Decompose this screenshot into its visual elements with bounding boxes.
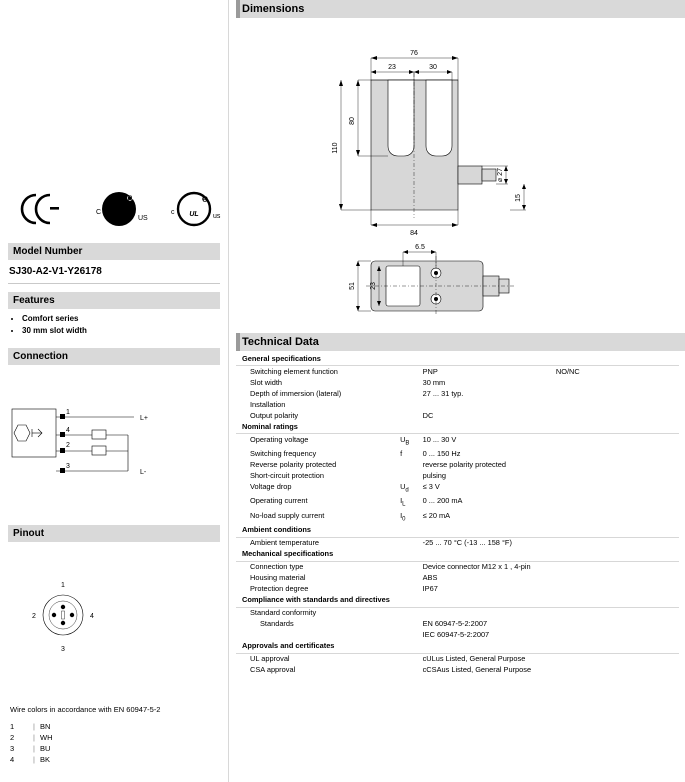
row-symbol bbox=[400, 584, 423, 595]
wire-separator: | bbox=[33, 722, 35, 731]
row-symbol bbox=[400, 630, 423, 641]
row-value bbox=[423, 607, 556, 619]
table-row bbox=[236, 481, 679, 495]
left-column bbox=[0, 0, 228, 782]
row-label: Output polarity bbox=[250, 410, 299, 420]
row-symbol bbox=[400, 459, 423, 470]
row-value-2 bbox=[556, 470, 679, 481]
right-column bbox=[236, 0, 685, 782]
model-number-value: SJ30-A2-V1-Y26178 bbox=[9, 266, 102, 277]
technical-data-table bbox=[236, 353, 679, 676]
table-row bbox=[10, 733, 100, 744]
connection-diagram bbox=[8, 395, 220, 505]
row-value-2 bbox=[556, 459, 679, 470]
table-row bbox=[236, 630, 679, 641]
row-label: Switching element function bbox=[250, 366, 338, 376]
svg-text:c: c bbox=[171, 209, 175, 216]
row-symbol bbox=[400, 573, 423, 584]
divider bbox=[8, 283, 220, 284]
row-symbol: $U_d$ bbox=[400, 481, 409, 494]
row-label: Standards bbox=[260, 619, 294, 629]
row-value-2 bbox=[556, 607, 679, 619]
svg-text:4: 4 bbox=[90, 613, 94, 620]
table-group-header bbox=[236, 421, 679, 432]
row-symbol bbox=[400, 366, 423, 378]
table-row bbox=[10, 744, 100, 755]
group-title: Approvals and certificates bbox=[242, 641, 335, 651]
table-group-header bbox=[236, 641, 679, 652]
svg-text:US: US bbox=[138, 215, 148, 222]
wire-separator: | bbox=[33, 733, 35, 742]
row-value-2 bbox=[556, 448, 679, 459]
row-symbol: $I_L$ bbox=[400, 496, 406, 508]
features-list bbox=[8, 314, 220, 335]
row-label: Ambient temperature bbox=[250, 538, 320, 548]
row-value-2 bbox=[556, 510, 679, 524]
svg-text:UL: UL bbox=[189, 211, 199, 218]
row-label: Switching frequency bbox=[250, 448, 317, 458]
table-row bbox=[236, 619, 679, 630]
table-row bbox=[10, 722, 100, 733]
group-title: Ambient conditions bbox=[242, 525, 311, 535]
table-row bbox=[236, 366, 679, 378]
table-row bbox=[236, 434, 679, 449]
technical-data-section bbox=[236, 333, 685, 676]
svg-text:us: us bbox=[213, 213, 221, 220]
row-label: Short-circuit protection bbox=[250, 470, 324, 480]
row-value-2 bbox=[556, 561, 679, 573]
connection-block bbox=[8, 348, 220, 365]
row-value-2 bbox=[556, 584, 679, 595]
wire-pin: 2 bbox=[10, 733, 15, 742]
row-label: Housing material bbox=[250, 573, 306, 583]
row-value: ABS bbox=[422, 573, 438, 583]
row-value: EN 60947-5-2:2007 bbox=[422, 619, 488, 629]
row-value: IEC 60947-5-2:2007 bbox=[422, 630, 490, 640]
row-label: No-load supply current bbox=[250, 510, 325, 520]
row-label: CSA approval bbox=[250, 665, 296, 675]
row-value-2 bbox=[556, 619, 679, 630]
wire-pin: 4 bbox=[10, 755, 15, 764]
row-value: Device connector M12 x 1 , 4-pin bbox=[422, 562, 531, 572]
table-row bbox=[236, 399, 679, 410]
svg-text:15: 15 bbox=[515, 194, 522, 202]
table-row bbox=[236, 584, 679, 595]
row-value-2 bbox=[556, 573, 679, 584]
row-value: cCSAus Listed, General Purpose bbox=[422, 665, 532, 675]
svg-text:110: 110 bbox=[332, 142, 339, 154]
model-number-header: Model Number bbox=[8, 243, 220, 260]
table-row bbox=[236, 496, 679, 510]
ce-mark bbox=[22, 195, 59, 223]
svg-text:L+: L+ bbox=[140, 415, 148, 422]
table-group-header bbox=[236, 595, 679, 606]
row-value: IP67 bbox=[422, 584, 438, 594]
svg-text:R: R bbox=[127, 195, 133, 203]
row-value: DC bbox=[422, 410, 434, 420]
row-value: cULus Listed, General Purpose bbox=[422, 654, 526, 664]
row-symbol bbox=[400, 653, 423, 665]
row-label: Standard conformity bbox=[250, 608, 317, 618]
row-label: Installation bbox=[250, 399, 286, 409]
row-label: Protection degree bbox=[250, 584, 309, 594]
wire-separator: | bbox=[33, 744, 35, 753]
svg-text:C: C bbox=[96, 209, 102, 216]
ul-mark bbox=[171, 193, 221, 225]
svg-text:23: 23 bbox=[388, 64, 396, 71]
wire-color: BK bbox=[40, 755, 51, 764]
row-value: ≤ 3 V bbox=[422, 481, 440, 491]
group-title: Compliance with standards and directives bbox=[242, 595, 390, 605]
row-value-2 bbox=[556, 377, 679, 388]
features-header: Features bbox=[8, 292, 220, 309]
row-label: Voltage drop bbox=[250, 481, 292, 491]
row-value: 0 ... 200 mA bbox=[422, 496, 463, 506]
row-symbol bbox=[400, 388, 423, 399]
row-symbol bbox=[400, 537, 423, 549]
row-symbol bbox=[400, 410, 423, 421]
row-label: Depth of immersion (lateral) bbox=[250, 388, 342, 398]
svg-text:23: 23 bbox=[370, 282, 377, 290]
row-symbol bbox=[400, 399, 423, 410]
row-symbol: $I_0$ bbox=[400, 510, 406, 523]
wire-pin: 3 bbox=[10, 744, 15, 753]
row-value: 30 mm bbox=[422, 377, 446, 387]
svg-text:⌀ 27: ⌀ 27 bbox=[497, 168, 504, 182]
table-row bbox=[236, 470, 679, 481]
table-row bbox=[10, 755, 100, 766]
csa-mark bbox=[96, 192, 148, 226]
row-label: Operating voltage bbox=[250, 434, 309, 444]
svg-text:2: 2 bbox=[66, 442, 70, 449]
wire-color: BU bbox=[40, 744, 51, 753]
row-value-2 bbox=[556, 399, 679, 410]
row-value: 0 ... 150 Hz bbox=[422, 448, 461, 458]
svg-text:80: 80 bbox=[349, 117, 356, 125]
row-value-2 bbox=[556, 537, 679, 549]
svg-text:84: 84 bbox=[410, 230, 418, 237]
svg-text:R: R bbox=[202, 196, 208, 204]
row-value: 10 ... 30 V bbox=[422, 434, 457, 444]
table-row bbox=[236, 537, 679, 549]
svg-text:1: 1 bbox=[66, 409, 70, 416]
row-value: ≤ 20 mA bbox=[422, 510, 451, 520]
wire-color: BN bbox=[40, 722, 51, 731]
row-value-2 bbox=[556, 410, 679, 421]
svg-text:30: 30 bbox=[429, 64, 437, 71]
row-value-2 bbox=[556, 496, 679, 510]
column-divider bbox=[228, 0, 229, 782]
feature-item: • 30 mm slot width bbox=[22, 326, 220, 335]
svg-text:51: 51 bbox=[349, 282, 356, 290]
row-value: -25 ... 70 °C (-13 ... 158 °F) bbox=[422, 538, 512, 548]
features-block bbox=[8, 292, 220, 338]
svg-text:4: 4 bbox=[66, 427, 70, 434]
svg-text:6.5: 6.5 bbox=[415, 244, 425, 251]
group-title: Nominal ratings bbox=[242, 421, 298, 431]
pinout-block bbox=[8, 525, 220, 542]
row-symbol: f bbox=[400, 448, 403, 458]
row-value: 27 ... 31 typ. bbox=[422, 388, 464, 398]
svg-text:3: 3 bbox=[61, 646, 65, 653]
row-symbol bbox=[400, 607, 423, 619]
table-row bbox=[236, 459, 679, 470]
row-label bbox=[236, 630, 400, 641]
row-symbol bbox=[400, 561, 423, 573]
model-number-block bbox=[8, 243, 220, 284]
group-title: Mechanical specifications bbox=[242, 549, 334, 559]
svg-text:76: 76 bbox=[410, 50, 418, 57]
row-symbol bbox=[400, 619, 423, 630]
row-value-2 bbox=[556, 653, 679, 665]
svg-text:CSA: CSA bbox=[111, 210, 127, 217]
connection-header: Connection bbox=[8, 348, 220, 365]
table-row bbox=[236, 410, 679, 421]
table-row bbox=[236, 607, 679, 619]
dimensions-drawings bbox=[236, 18, 685, 328]
wire-separator: | bbox=[33, 755, 35, 764]
row-label: Reverse polarity protected bbox=[250, 459, 337, 469]
pinout-diagram bbox=[8, 565, 220, 675]
table-row bbox=[236, 561, 679, 573]
table-row bbox=[236, 653, 679, 665]
wire-colors-note: Wire colors in accordance with EN 60947-5-2 bbox=[10, 705, 161, 714]
row-label: UL approval bbox=[250, 654, 290, 664]
certification-marks bbox=[14, 185, 221, 235]
row-symbol bbox=[400, 470, 423, 481]
technical-data-header: Technical Data bbox=[236, 333, 685, 351]
group-title: General specifications bbox=[242, 353, 321, 363]
row-label: Operating current bbox=[250, 496, 308, 506]
row-value-2 bbox=[556, 481, 679, 495]
table-row bbox=[236, 388, 679, 399]
row-value: PNP bbox=[422, 366, 438, 376]
table-group-header bbox=[236, 525, 679, 536]
dimensions-header: Dimensions bbox=[236, 0, 685, 18]
svg-text:1: 1 bbox=[61, 582, 65, 589]
svg-text:3: 3 bbox=[66, 463, 70, 470]
pinout-header: Pinout bbox=[8, 525, 220, 542]
svg-text:L-: L- bbox=[140, 469, 147, 476]
row-symbol: $U_B$ bbox=[400, 434, 410, 446]
row-value-2 bbox=[556, 434, 679, 449]
table-row bbox=[236, 377, 679, 388]
row-label: Connection type bbox=[250, 562, 304, 572]
row-value-2: NO/NC bbox=[555, 366, 580, 376]
table-group-header bbox=[236, 549, 679, 560]
row-value-2 bbox=[556, 388, 679, 399]
wire-pin: 1 bbox=[10, 722, 15, 731]
row-symbol bbox=[400, 377, 423, 388]
table-row bbox=[236, 573, 679, 584]
table-group-header bbox=[236, 353, 679, 364]
row-value: pulsing bbox=[422, 470, 447, 480]
table-row bbox=[236, 665, 679, 676]
wire-colors-table bbox=[10, 722, 100, 766]
svg-text:2: 2 bbox=[32, 613, 36, 620]
row-value-2 bbox=[556, 630, 679, 641]
row-symbol bbox=[400, 665, 423, 676]
row-value: reverse polarity protected bbox=[422, 459, 506, 469]
row-label: Slot width bbox=[250, 377, 283, 387]
wire-color: WH bbox=[40, 733, 53, 742]
row-value-2 bbox=[556, 665, 679, 676]
row-value bbox=[423, 399, 556, 410]
feature-item: • Comfort series bbox=[22, 314, 220, 323]
table-row bbox=[236, 448, 679, 459]
table-row bbox=[236, 510, 679, 524]
